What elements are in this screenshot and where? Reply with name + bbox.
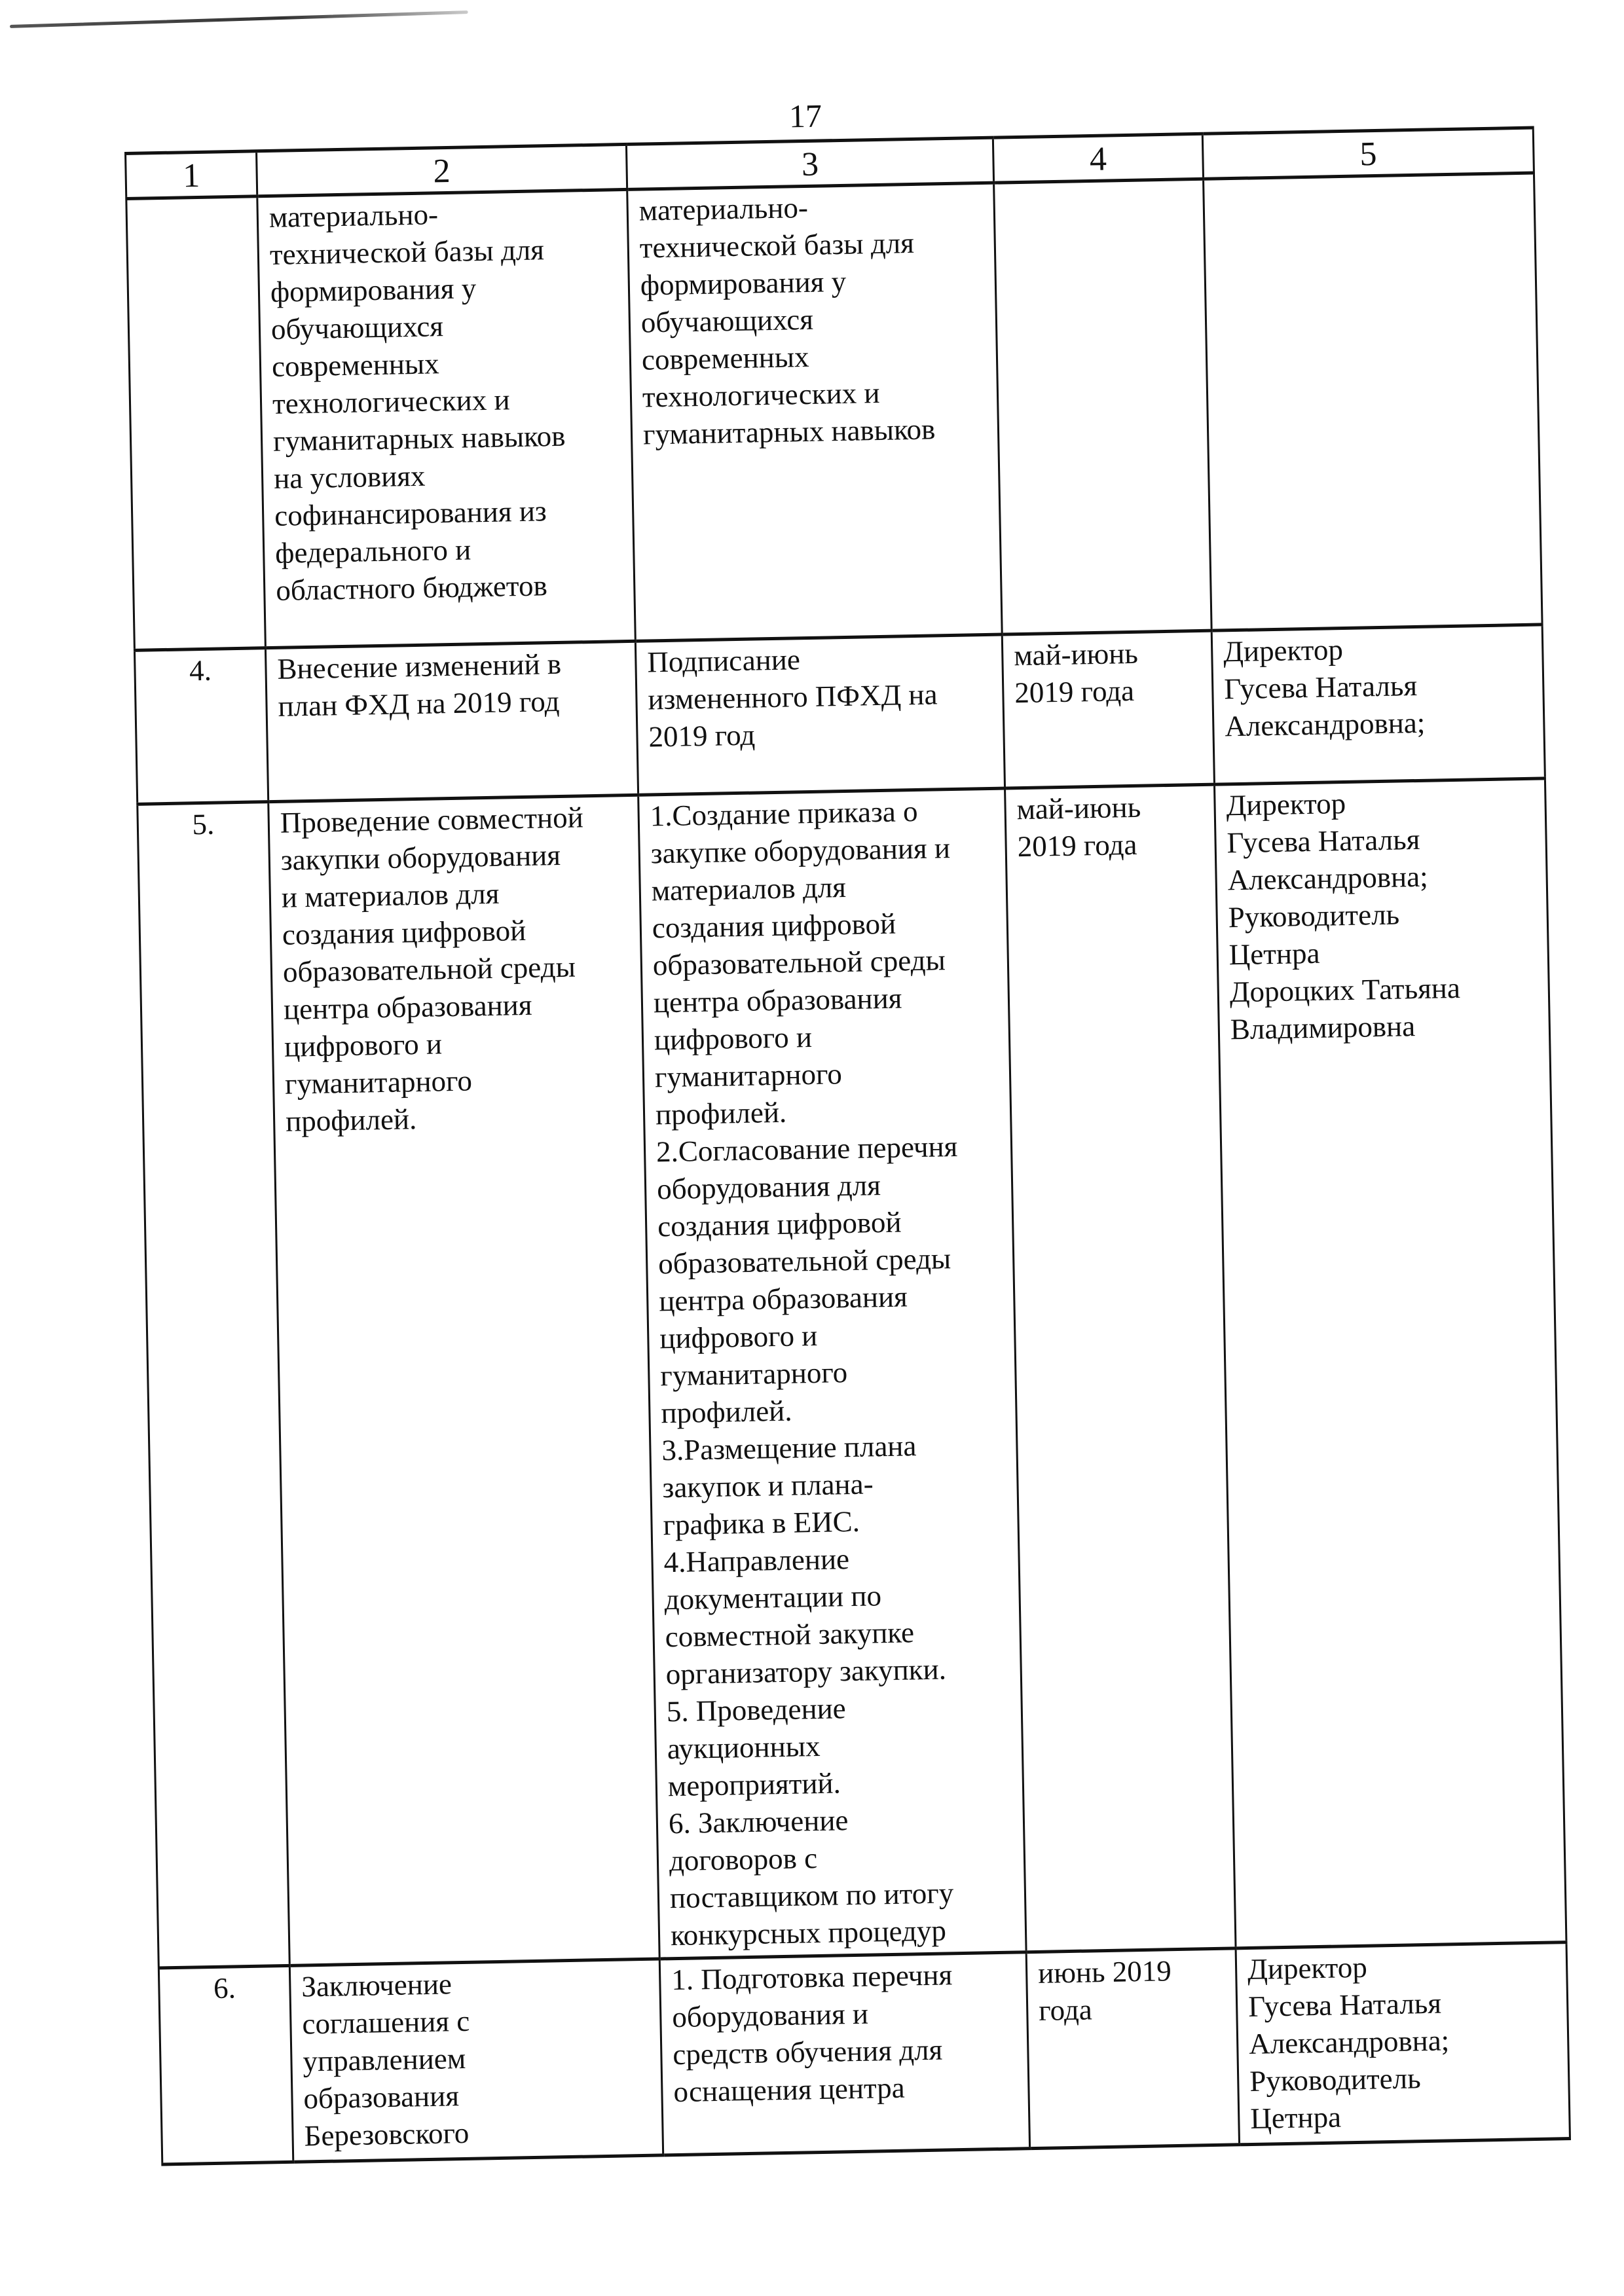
result-cell — [635, 634, 1005, 795]
table-row — [158, 1942, 1570, 2164]
deadline-cell — [1002, 630, 1214, 788]
event-text: Заключение соглашения с управлением образования Березовского — [301, 1967, 470, 2153]
row-number: 6. — [213, 1971, 236, 2005]
result-cell — [638, 788, 1026, 1959]
table-row — [138, 778, 1566, 1968]
header-col-2: 2 — [257, 144, 627, 196]
row-number: 5. — [192, 807, 215, 841]
responsible-text: Директор Гусева Наталья Александровна; — [1223, 633, 1426, 743]
responsible-cell — [1204, 173, 1543, 630]
page-number: 17 — [788, 97, 822, 135]
table-row — [126, 173, 1542, 650]
deadline-text: май-июнь 2019 года — [1016, 790, 1141, 864]
deadline-cell — [1026, 1948, 1239, 2149]
plan-table — [124, 126, 1571, 2166]
plan-table-container — [124, 126, 1569, 2166]
responsible-text: Директор Гусева Наталья Александровна; Руководитель Цетнра Дороцких Татьяна Владимировна — [1226, 786, 1461, 1046]
result-text: 1. Подготовка перечня оборудования и средств обучения для оснащения центра — [671, 1958, 953, 2109]
result-text: Подписание измененного ПФХД на 2019 год — [646, 643, 938, 754]
result-cell — [627, 183, 1003, 641]
row-number-cell — [134, 648, 268, 805]
result-text: материально- технической базы для формирования у обучающихся современных технологических и гуманитарных навыков — [638, 191, 936, 451]
event-cell — [257, 189, 636, 647]
result-cell — [659, 1952, 1029, 2155]
row-number-cell — [158, 1965, 293, 2164]
deadline-text: июнь 2019 года — [1037, 1954, 1172, 2027]
header-col-3: 3 — [626, 137, 993, 189]
row-number: 4. — [189, 653, 212, 687]
header-col-1: 1 — [126, 151, 257, 199]
deadline-cell — [1005, 784, 1236, 1952]
header-col-5: 5 — [1202, 128, 1534, 179]
scan-artifact-line — [10, 10, 468, 28]
event-cell — [268, 795, 659, 1965]
event-text: Проведение совместной закупки оборудования и материалов для создания цифровой образовательной среды центра образования цифрового и гуманитарного профилей. — [280, 801, 584, 1138]
deadline-text — [1005, 182, 1193, 185]
header-col-4: 4 — [993, 134, 1203, 183]
result-text: 1.Создание приказа о закупке оборудования и материалов для создания цифровой образовательной среды центра образования цифрового и гуманитарного профилей. 2.Согласование перечня оборудования для создания цифровой образовательной среды центра образования цифрового и гуманитарного профилей. 3.Размещение плана закупок и плана- графика в ЕИС. 4.Направление документации по совместной закупке организатору закупки. 5. Проведение аукционных мероприятий. 6. Заключение договоров с поставщиком по итогу конкурсных процедур — [650, 794, 958, 1952]
event-cell — [265, 641, 638, 801]
event-text: материально- технической базы для формирования у обучающихся современных технологических и гуманитарных навыков на условиях софинансирования из федерального и областного бюджетов — [268, 198, 566, 607]
row-number-cell — [138, 802, 290, 1968]
row-number-cell — [126, 196, 266, 651]
deadline-cell — [994, 179, 1212, 634]
table-row — [134, 625, 1545, 804]
row-number — [127, 199, 256, 202]
responsible-cell — [1214, 778, 1566, 1948]
deadline-text: май-июнь 2019 года — [1013, 636, 1139, 710]
event-cell — [289, 1959, 663, 2162]
responsible-cell — [1211, 625, 1545, 784]
event-text: Внесение изменений в план ФХД на 2019 год — [277, 647, 562, 723]
responsible-text: Директор Гусева Наталья Александровна; Руководитель Цетнра — [1247, 1950, 1450, 2135]
responsible-cell — [1236, 1942, 1570, 2145]
